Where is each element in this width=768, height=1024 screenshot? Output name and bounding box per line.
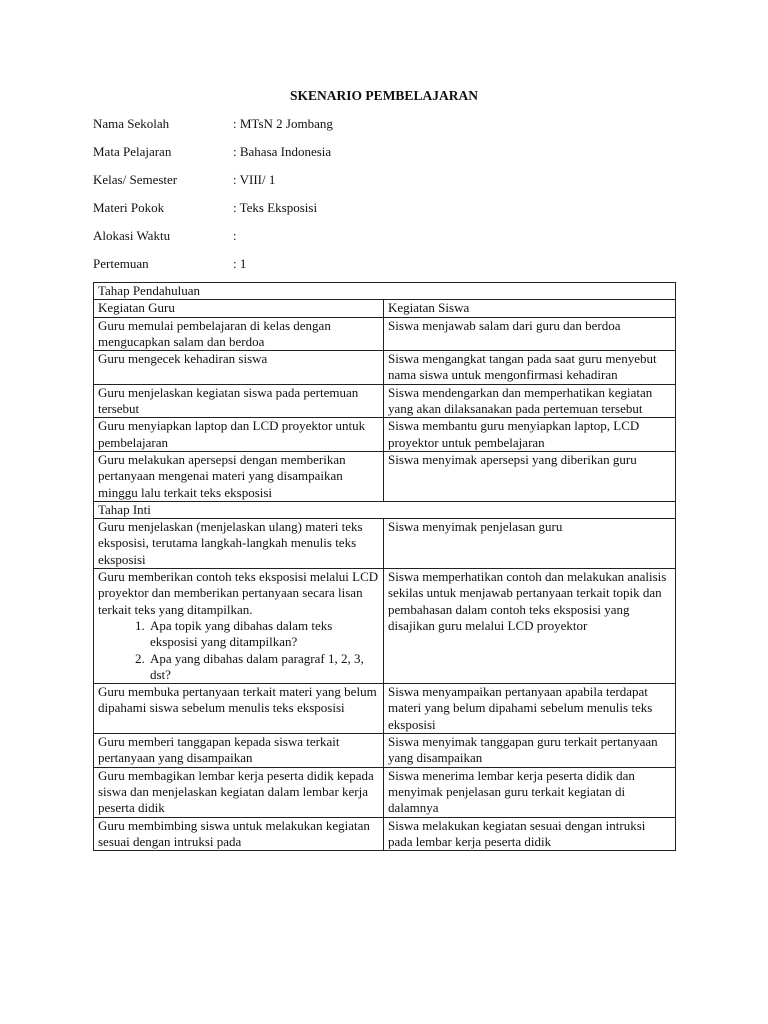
info-label: Materi Pokok bbox=[93, 200, 165, 215]
question-item: 1. Apa topik yang dibahas dalam teks eksposisi yang ditampilkan? bbox=[148, 618, 379, 651]
info-label: Pertemuan bbox=[93, 256, 149, 271]
info-label: Mata Pelajaran bbox=[93, 144, 172, 159]
section-header-row bbox=[94, 501, 676, 518]
siswa-cell: Siswa mendengarkan dan memperhatikan kegiatan yang akan dilaksanakan pada pertemuan tersebut bbox=[384, 384, 676, 418]
guru-cell: Guru menjelaskan (menjelaskan ulang) materi teks eksposisi, terutama langkah-langkah menulis teks eksposisi bbox=[94, 519, 384, 569]
siswa-cell: Siswa mengangkat tangan pada saat guru menyebut nama siswa untuk mengonfirmasi kehadiran bbox=[384, 351, 676, 385]
question-item: 2. Apa yang dibahas dalam paragraf 1, 2, 3, dst? bbox=[148, 651, 379, 684]
info-value: : Bahasa Indonesia bbox=[233, 144, 332, 159]
table-row bbox=[94, 734, 676, 768]
siswa-cell: Siswa menyampaikan pertanyaan apabila terdapat materi yang belum dipahami sebelum menulis teks eksposisi bbox=[384, 684, 676, 734]
guru-cell: Guru menjelaskan kegiatan siswa pada pertemuan tersebut bbox=[94, 384, 384, 418]
info-value: : VIII/ 1 bbox=[233, 172, 276, 187]
siswa-cell: Siswa menyimak apersepsi yang diberikan guru bbox=[384, 451, 676, 501]
info-row-meeting bbox=[93, 256, 653, 284]
guru-cell: Guru membimbing siswa untuk melakukan kegiatan sesuai dengan intruksi pada bbox=[94, 817, 384, 851]
table-row bbox=[94, 817, 676, 851]
siswa-cell: Siswa menyimak penjelasan guru bbox=[384, 519, 676, 569]
table-row bbox=[94, 519, 676, 569]
info-value: : Teks Eksposisi bbox=[233, 200, 318, 215]
siswa-cell: Siswa menyimak tanggapan guru terkait pertanyaan yang disampaikan bbox=[384, 734, 676, 768]
info-row-class bbox=[93, 172, 653, 200]
table-row bbox=[94, 351, 676, 385]
guru-cell: Guru menyiapkan laptop dan LCD proyektor untuk pembelajaran bbox=[94, 418, 384, 452]
column-header-siswa: Kegiatan Siswa bbox=[384, 300, 676, 317]
guru-cell: Guru memberi tanggapan kepada siswa terkait pertanyaan yang disampaikan bbox=[94, 734, 384, 768]
column-header-guru: Kegiatan Guru bbox=[94, 300, 384, 317]
guru-cell: Guru memulai pembelajaran di kelas dengan mengucapkan salam dan berdoa bbox=[94, 317, 384, 351]
table-row bbox=[94, 451, 676, 501]
info-value: : MTsN 2 Jombang bbox=[233, 116, 333, 131]
guru-cell: Guru mengecek kehadiran siswa bbox=[94, 351, 384, 385]
guru-cell: Guru melakukan apersepsi dengan memberikan pertanyaan mengenai materi yang disampaikan minggu lalu terkait teks eksposisi bbox=[94, 451, 384, 501]
guru-cell bbox=[94, 569, 384, 684]
siswa-cell: Siswa menerima lembar kerja peserta didik dan menyimak penjelasan guru terkait kegiatan di dalamnya bbox=[384, 767, 676, 817]
info-row-topic bbox=[93, 200, 653, 228]
question-list bbox=[98, 618, 379, 683]
info-value: : bbox=[233, 228, 237, 243]
siswa-cell: Siswa menjawab salam dari guru dan berdoa bbox=[384, 317, 676, 351]
section-header-row bbox=[94, 283, 676, 300]
table-row bbox=[94, 767, 676, 817]
info-row-subject bbox=[93, 144, 653, 172]
siswa-cell: Siswa memperhatikan contoh dan melakukan analisis sekilas untuk menjawab pertanyaan terkait topik dan pembahasan dalam contoh teks eksposisi yang disajikan guru melalui LCD proyektor bbox=[384, 569, 676, 684]
siswa-cell: Siswa membantu guru menyiapkan laptop, LCD proyektor untuk pembelajaran bbox=[384, 418, 676, 452]
column-header-row bbox=[94, 300, 676, 317]
table-row bbox=[94, 384, 676, 418]
info-label: Kelas/ Semester bbox=[93, 172, 178, 187]
guru-cell: Guru membagikan lembar kerja peserta didik kepada siswa dan menjelaskan kegiatan dalam lembar kerja peserta didik bbox=[94, 767, 384, 817]
info-row-time bbox=[93, 228, 653, 256]
table-row bbox=[94, 317, 676, 351]
guru-cell: Guru membuka pertanyaan terkait materi yang belum dipahami siswa sebelum menulis teks eksposisi bbox=[94, 684, 384, 734]
table-row bbox=[94, 569, 676, 684]
info-value: : 1 bbox=[233, 256, 247, 271]
identity-block bbox=[93, 116, 653, 284]
info-label: Nama Sekolah bbox=[93, 116, 170, 131]
scenario-table bbox=[93, 282, 676, 851]
section-heading-inti: Tahap Inti bbox=[94, 501, 676, 518]
info-row-school bbox=[93, 116, 653, 144]
guru-text: Guru memberikan contoh teks eksposisi melalui LCD proyektor dan memberikan pertanyaan secara lisan terkait teks yang ditampilkan. bbox=[98, 569, 379, 617]
info-label: Alokasi Waktu bbox=[93, 228, 171, 243]
page-title: SKENARIO PEMBELAJARAN bbox=[290, 88, 478, 103]
siswa-cell: Siswa melakukan kegiatan sesuai dengan intruksi pada lembar kerja peserta didik bbox=[384, 817, 676, 851]
table-row bbox=[94, 418, 676, 452]
section-heading-pendahuluan: Tahap Pendahuluan bbox=[94, 283, 676, 300]
table-row bbox=[94, 684, 676, 734]
